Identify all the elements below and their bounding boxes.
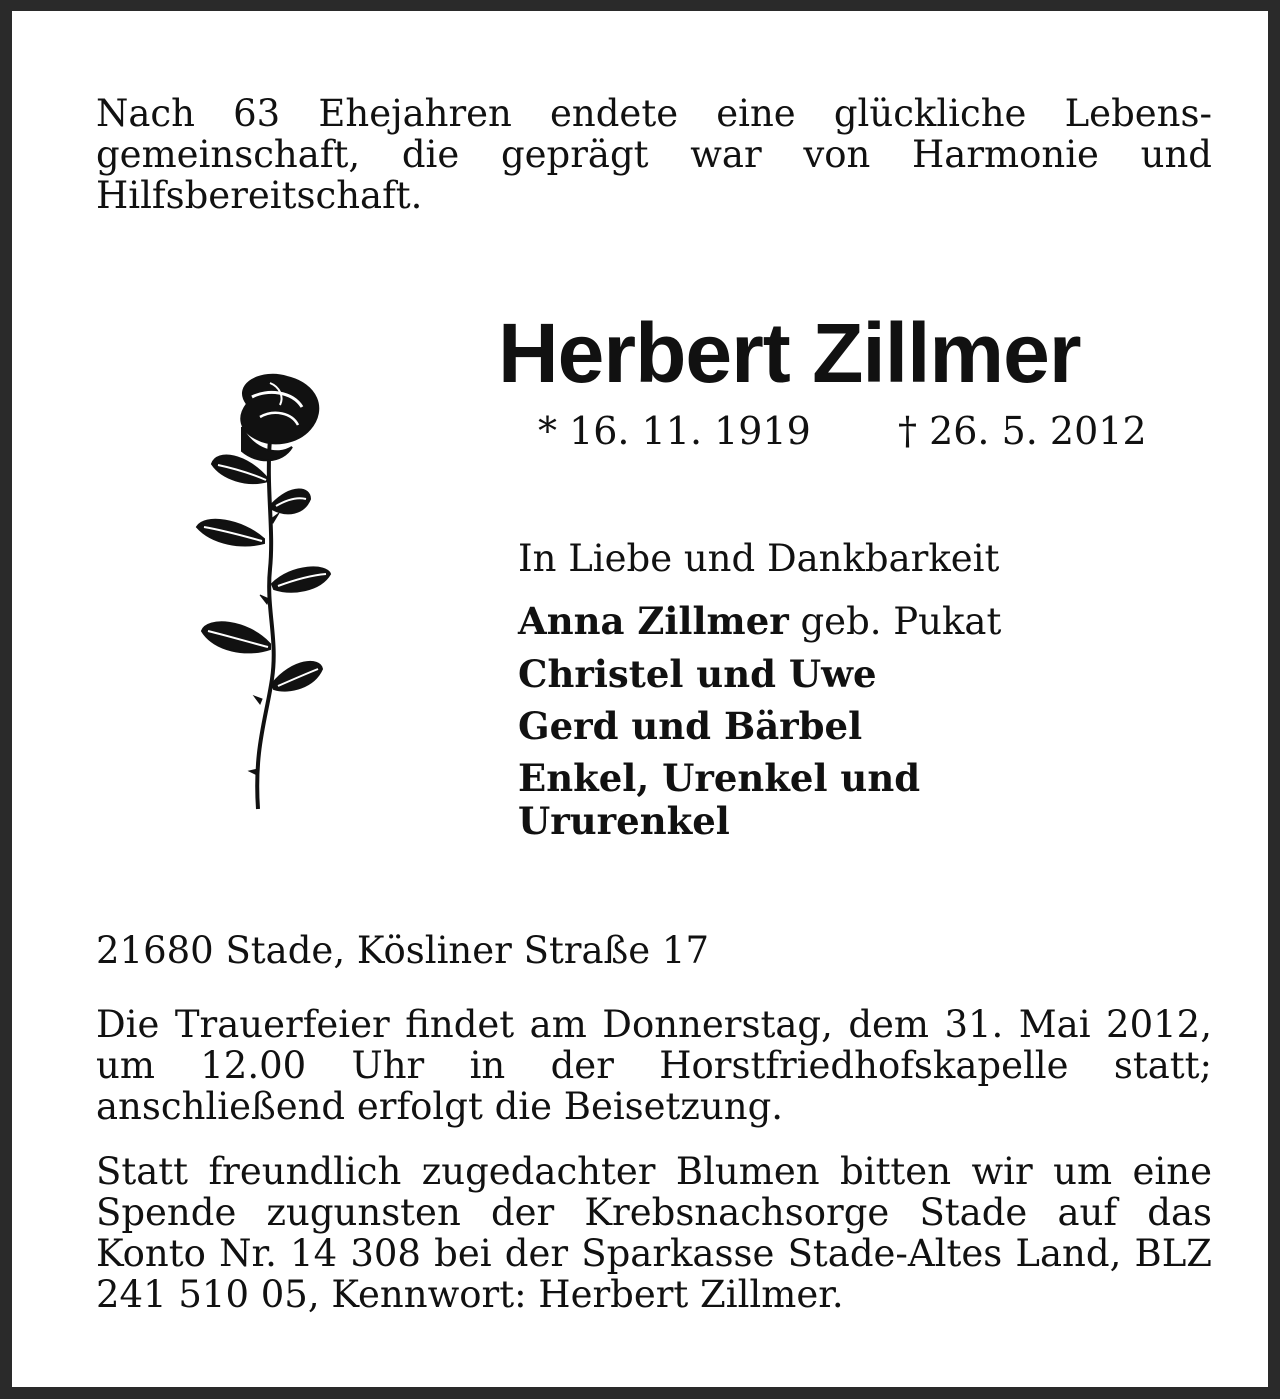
ceremony-text: Die Trauerfeier findet am Donnerstag, dem 31. Mai 2012, um 12.00 Uhr in der Horstfriedhofskapelle statt; anschließend erfolgt die Beisetzung. (96, 1003, 1212, 1128)
intro-text: Nach 63 Ehejahren endete eine glückliche Lebensgemeinschaft, die geprägt war von Harmonie und Hilfsbereitschaft. (96, 92, 1212, 217)
mourner-name: Ururenkel (518, 799, 730, 843)
mourner-grandchildren (518, 757, 920, 843)
greeting-text: In Liebe und Dankbarkeit (518, 537, 1000, 580)
mourner-anna (518, 599, 1001, 644)
mourner-name: Christel und Uwe (518, 652, 877, 696)
death-date: † 26. 5. 2012 (898, 409, 1147, 453)
deceased-name: Herbert Zillmer (498, 306, 1081, 400)
mourner-name: Enkel, Urenkel und (518, 756, 921, 800)
address-text: 21680 Stade, Kösliner Straße 17 (96, 929, 710, 972)
donation-text: Statt freundlich zugedachter Blumen bitten wir um eine Spende zugunsten der Krebsnachsorge Stade auf das Konto Nr. 14 308 bei der Sparkasse Stade-Altes Land, BLZ 241 510 05, Kennwort: Herbert Zillmer. (96, 1150, 1212, 1316)
mourner-name: Anna Zillmer (518, 599, 789, 643)
rose-icon (192, 369, 342, 817)
mourner-note: geb. Pukat (788, 600, 1002, 643)
birth-date: * 16. 11. 1919 (538, 409, 811, 453)
mourner-name: Gerd und Bärbel (518, 704, 863, 748)
mourner-gerd-baerbel (518, 704, 862, 749)
mourner-christel-uwe (518, 652, 877, 697)
